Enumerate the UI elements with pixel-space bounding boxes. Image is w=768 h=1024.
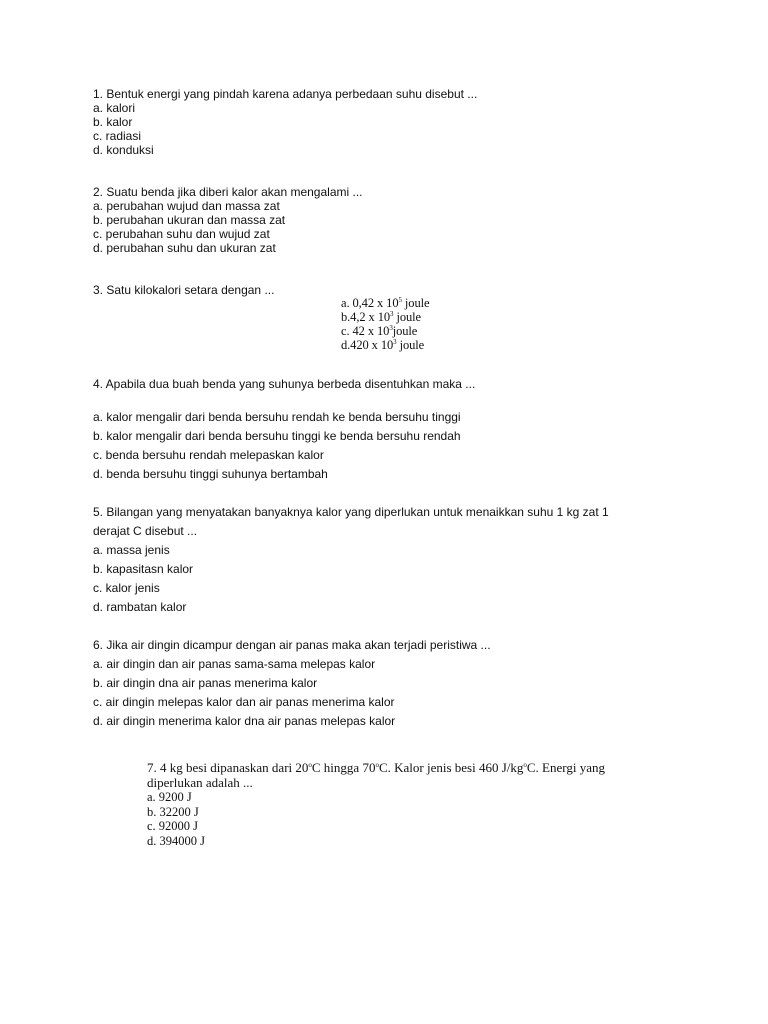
question-7-stem-line-1	[147, 760, 605, 775]
question-7-option-d: d. 394000 J	[147, 833, 205, 848]
question-2-option-c: c. perubahan suhu dan wujud zat	[93, 227, 270, 241]
degree-mark-1: o	[308, 761, 312, 769]
question-5-option-a: a. massa jenis	[93, 543, 170, 557]
question-6	[93, 636, 491, 731]
question-6-option-b: b. air dingin dna air panas menerima kalor	[93, 676, 318, 690]
option-b-base: b.4,2 x 10	[341, 310, 391, 324]
question-5	[93, 503, 609, 617]
question-4-option-d: d. benda bersuhu tinggi suhunya bertambah	[93, 467, 328, 481]
question-2-option-d: d. perubahan suhu dan ukuran zat	[93, 241, 276, 255]
question-4-option-c: c. benda bersuhu rendah melepaskan kalor	[93, 448, 324, 462]
question-5-option-c: c. kalor jenis	[93, 581, 160, 595]
question-3-option-b	[341, 310, 429, 324]
question-7-option-c: c. 92000 J	[147, 819, 199, 833]
question-1-option-c: c. radiasi	[93, 129, 142, 143]
question-4-options	[93, 408, 461, 484]
question-1-option-b: b. kalor	[93, 115, 133, 129]
option-a-exponent: 5	[398, 296, 402, 304]
stem-part-4: C. Energi yang	[526, 760, 605, 775]
option-c-base: c. 42 x 10	[341, 324, 390, 338]
option-c-exponent: 3	[389, 324, 393, 332]
question-3-option-d	[341, 338, 429, 352]
question-2-option-a: a. perubahan wujud dan massa zat	[93, 199, 280, 213]
question-6-option-a: a. air dingin dan air panas sama-sama melepas kalor	[93, 657, 376, 671]
question-5-option-d: d. rambatan kalor	[93, 600, 187, 614]
question-1-stem: 1. Bentuk energi yang pindah karena adanya perbedaan suhu disebut ...	[93, 87, 478, 101]
question-4-option-b: b. kalor mengalir dari benda bersuhu tinggi ke benda bersuhu rendah	[93, 429, 461, 443]
question-5-stem-line-1: 5. Bilangan yang menyatakan banyaknya kalor yang diperlukan untuk menaikkan suhu 1 kg zat 1	[93, 505, 609, 519]
option-a-unit: joule	[401, 296, 430, 310]
stem-part-2: C hingga 70	[311, 760, 376, 775]
question-7-stem-line-2: diperlukan adalah ...	[147, 775, 253, 790]
question-6-stem: 6. Jika air dingin dicampur dengan air panas maka akan terjadi peristiwa ...	[93, 638, 491, 652]
question-6-option-c: c. air dingin melepas kalor dan air panas menerima kalor	[93, 695, 395, 709]
question-7	[147, 760, 605, 848]
question-7-option-b: b. 32200 J	[147, 804, 199, 819]
question-4-stem: 4. Apabila dua buah benda yang suhunya berbeda disentuhkan maka ...	[93, 377, 476, 391]
question-1-option-a: a. kalori	[93, 101, 136, 115]
question-3-option-c	[341, 324, 429, 338]
option-d-base: d.420 x 10	[341, 338, 394, 352]
question-1-option-d: d. konduksi	[93, 143, 154, 157]
question-3-stem: 3. Satu kilokalori setara dengan ...	[93, 283, 275, 297]
degree-mark-3: o	[523, 761, 527, 769]
option-b-exponent: 3	[390, 310, 394, 318]
option-d-unit: joule	[396, 338, 425, 352]
question-7-option-a: a. 9200 J	[147, 790, 192, 804]
question-2	[93, 185, 363, 255]
option-c-unit: joule	[392, 324, 418, 338]
question-6-option-d: d. air dingin menerima kalor dna air panas melepas kalor	[93, 714, 396, 728]
question-5-option-b: b. kapasitasn kalor	[93, 562, 194, 576]
stem-part-3: C. Kalor jenis besi 460 J/kg	[378, 760, 524, 775]
option-d-exponent: 3	[393, 338, 397, 346]
question-4-option-a: a. kalor mengalir dari benda bersuhu rendah ke benda bersuhu tinggi	[93, 410, 461, 424]
option-a-base: a. 0,42 x 10	[341, 296, 399, 310]
question-2-stem: 2. Suatu benda jika diberi kalor akan mengalami ...	[93, 185, 363, 199]
option-b-unit: joule	[393, 310, 421, 324]
stem-part-1: 7. 4 kg besi dipanaskan dari 20	[147, 760, 309, 775]
question-1	[93, 87, 477, 157]
question-2-option-b: b. perubahan ukuran dan massa zat	[93, 213, 286, 227]
question-3-options	[341, 296, 429, 352]
degree-mark-2: o	[375, 761, 379, 769]
question-5-stem-line-2: derajat C disebut ...	[93, 524, 198, 538]
question-3-option-a	[341, 296, 429, 310]
